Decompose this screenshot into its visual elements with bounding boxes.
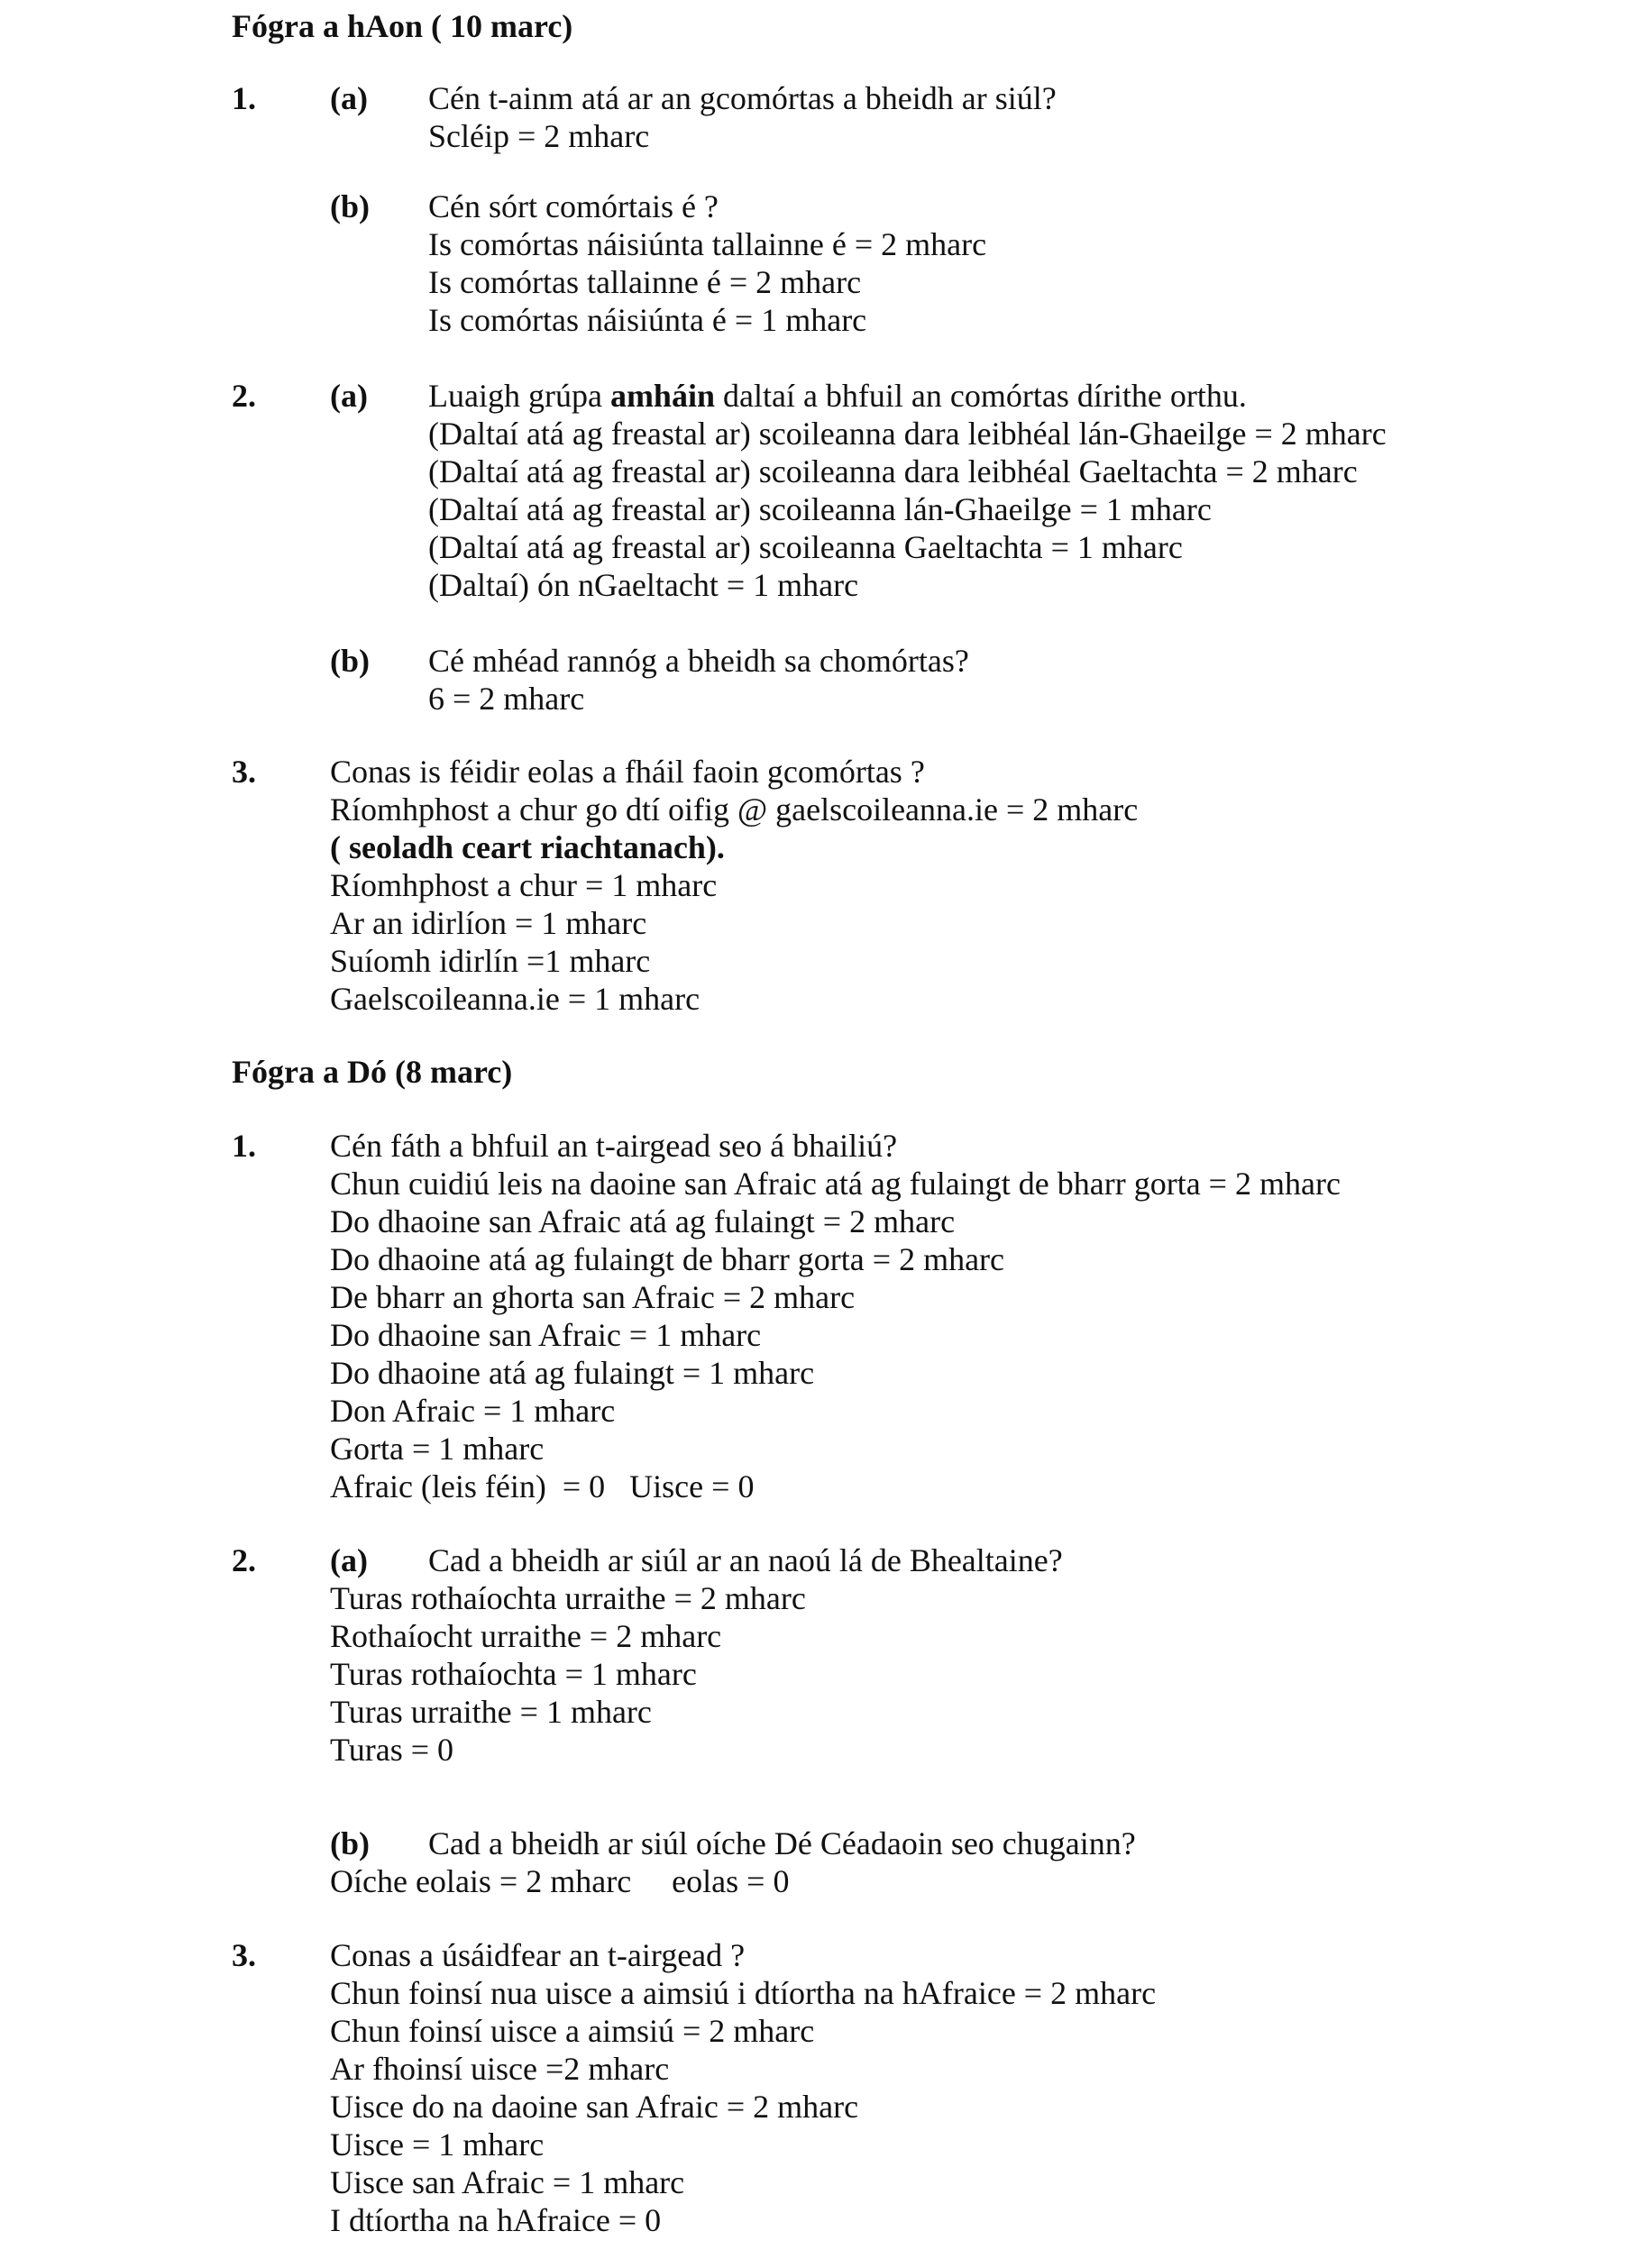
answer-line: Is comórtas tallainne é = 2 mharc — [428, 264, 862, 300]
answer-line: Gaelscoileanna.ie = 1 mharc — [330, 981, 700, 1017]
answer-line: Do dhaoine atá ag fulaingt = 1 mharc — [330, 1355, 815, 1391]
question-text: Cén sórt comórtais é ? — [428, 188, 719, 224]
sub-question-label: (a) — [330, 80, 368, 116]
sub-question-label: (b) — [330, 643, 370, 679]
answer-line: Turas = 0 — [330, 1732, 454, 1768]
question-number: 2. — [232, 1542, 256, 1578]
question-text: Conas a úsáidfear an t-airgead ? — [330, 1937, 746, 1973]
answer-line: (Daltaí atá ag freastal ar) scoileanna lán-Ghaeilge = 1 mharc — [428, 491, 1212, 527]
answer-line: Do dhaoine atá ag fulaingt de bharr gorta = 2 mharc — [330, 1241, 1005, 1277]
question-text: Cad a bheidh ar siúl oíche Dé Céadaoin seo chugainn? — [428, 1825, 1136, 1861]
answer-line: Do dhaoine san Afraic = 1 mharc — [330, 1317, 762, 1353]
question-text: Cad a bheidh ar siúl ar an naoú lá de Bhealtaine? — [428, 1542, 1063, 1578]
sub-question-label: (b) — [330, 1825, 370, 1861]
answer-line: Don Afraic = 1 mharc — [330, 1393, 616, 1429]
section-2-heading: Fógra a Dó (8 marc) — [232, 1054, 513, 1090]
answer-line: Afraic (leis féin) = 0 Uisce = 0 — [330, 1468, 755, 1504]
answer-line: (Daltaí atá ag freastal ar) scoileanna Gaeltachta = 1 mharc — [428, 529, 1183, 565]
sub-question-label: (a) — [330, 1542, 368, 1578]
answer-line: Gorta = 1 mharc — [330, 1431, 545, 1467]
answer-line: Turas urraithe = 1 mharc — [330, 1694, 652, 1730]
answer-line: Chun cuidiú leis na daoine san Afraic atá ag fulaingt de bharr gorta = 2 mharc — [330, 1166, 1341, 1202]
question-text: Cén t-ainm atá ar an gcomórtas a bheidh ar siúl? — [428, 80, 1057, 116]
answer-line: Chun foinsí nua uisce a aimsiú i dtíortha na hAfraice = 2 mharc — [330, 1975, 1157, 2011]
answer-line: Suíomh idirlín =1 mharc — [330, 943, 651, 979]
answer-line: Turas rothaíochta urraithe = 2 mharc — [330, 1580, 806, 1616]
answer-line: De bharr an ghorta san Afraic = 2 mharc — [330, 1279, 856, 1315]
question-text: Conas is féidir eolas a fháil faoin gcomórtas ? — [330, 754, 925, 790]
answer-note: ( seoladh ceart riachtanach). — [330, 829, 725, 865]
answer-line: Ar fhoinsí uisce =2 mharc — [330, 2051, 670, 2087]
answer-line: Turas rothaíochta = 1 mharc — [330, 1656, 697, 1692]
answer-line: 6 = 2 mharc — [428, 681, 585, 717]
answer-line: Ar an idirlíon = 1 mharc — [330, 905, 647, 941]
question-number: 3. — [232, 754, 256, 790]
sub-question-label: (b) — [330, 188, 370, 224]
question-text: Luaigh grúpa amháin daltaí a bhfuil an comórtas dírithe orthu. — [428, 378, 1247, 414]
question-number: 2. — [232, 378, 256, 414]
answer-line: Chun foinsí uisce a aimsiú = 2 mharc — [330, 2013, 815, 2049]
answer-line: Is comórtas náisiúnta é = 1 mharc — [428, 302, 867, 338]
answer-line: Scléip = 2 mharc — [428, 118, 650, 154]
sub-question-label: (a) — [330, 378, 368, 414]
question-text: Cén fáth a bhfuil an t-airgead seo á bhailiú? — [330, 1128, 898, 1164]
answer-line: (Daltaí) ón nGaeltacht = 1 mharc — [428, 567, 859, 603]
answer-line: I dtíortha na hAfraice = 0 — [330, 2202, 662, 2238]
section-1-heading: Fógra a hAon ( 10 marc) — [232, 8, 573, 44]
answer-line: Uisce = 1 mharc — [330, 2126, 545, 2163]
emphasis: amháin — [609, 378, 715, 414]
answer-line: Rothaíocht urraithe = 2 mharc — [330, 1618, 722, 1654]
answer-line: Ríomhphost a chur = 1 mharc — [330, 867, 718, 903]
answer-line: Is comórtas náisiúnta tallainne é = 2 mharc — [428, 226, 987, 262]
question-number: 3. — [232, 1937, 256, 1973]
answer-line: Uisce do na daoine san Afraic = 2 mharc — [330, 2089, 859, 2125]
answer-line: (Daltaí atá ag freastal ar) scoileanna dara leibhéal Gaeltachta = 2 mharc — [428, 453, 1358, 489]
answer-line: (Daltaí atá ag freastal ar) scoileanna dara leibhéal lán-Ghaeilge = 2 mharc — [428, 416, 1387, 452]
answer-line: Do dhaoine san Afraic atá ag fulaingt = 2 mharc — [330, 1203, 956, 1239]
question-number: 1. — [232, 80, 256, 116]
question-text: Cé mhéad rannóg a bheidh sa chomórtas? — [428, 643, 969, 679]
answer-line: Oíche eolais = 2 mharc eolas = 0 — [330, 1863, 790, 1899]
question-number: 1. — [232, 1128, 256, 1164]
answer-line: Ríomhphost a chur go dtí oifig @ gaelscoileanna.ie = 2 mharc — [330, 791, 1139, 828]
answer-line: Uisce san Afraic = 1 mharc — [330, 2164, 685, 2200]
